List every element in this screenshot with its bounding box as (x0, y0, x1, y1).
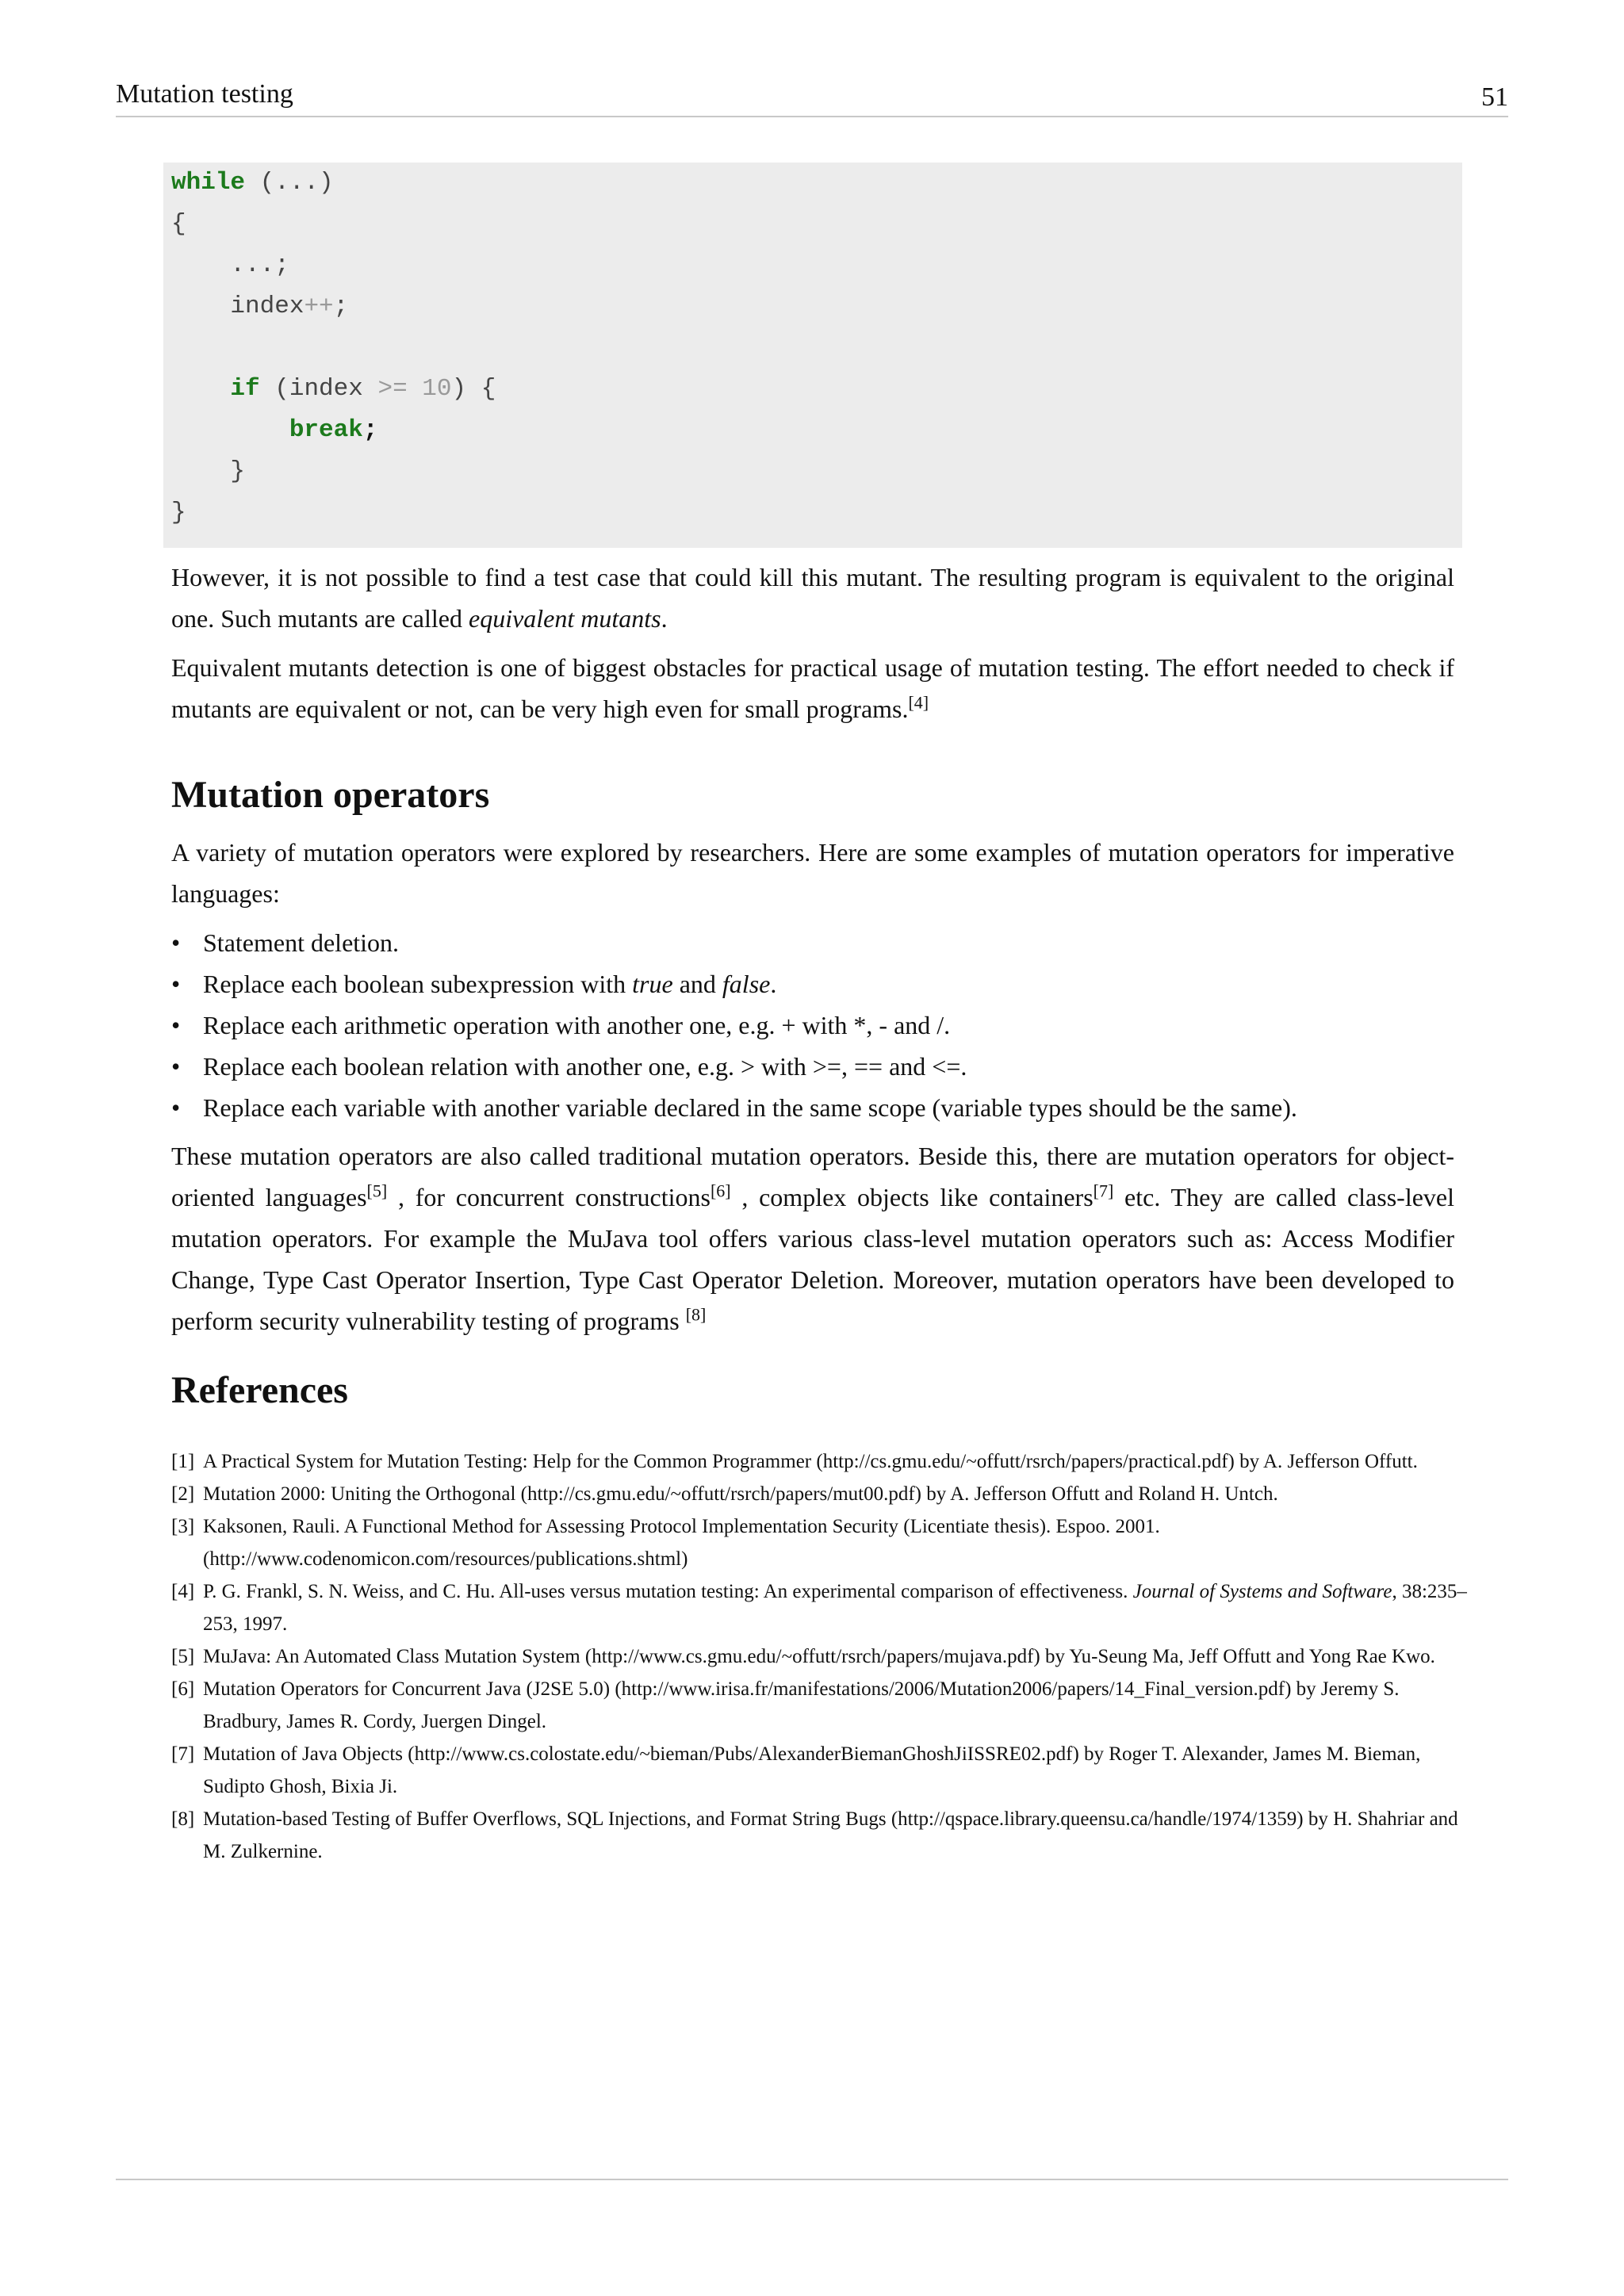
code-line (171, 163, 334, 204)
code-number: 10 (422, 375, 452, 403)
reference-item (171, 1803, 1472, 1868)
code-line (171, 286, 348, 327)
code-text: ) { (451, 375, 496, 403)
reference-text[interactable]: Mutation of Java Objects (http://www.cs.colostate.edu/~bieman/Pubs/AlexanderBiemanGhoshJiISSRE02.pdf) by Roger T. Alexander, James M. Bieman, Sudipto Ghosh, Bixia Ji. (203, 1743, 1421, 1797)
code-text: (index (259, 375, 378, 403)
paragraph-text: These mutation operators are also called traditional mutation operators. Beside this, there are mutation operators for object-oriented languages (171, 1142, 1454, 1211)
reference-item (171, 1673, 1472, 1738)
code-text: ; (362, 416, 378, 444)
reference-item (171, 1445, 1472, 1478)
code-text: ; (333, 293, 349, 320)
references-list (171, 1445, 1472, 1868)
list-item-text: Replace each boolean relation with another one, e.g. > with >=, == and <=. (203, 1052, 967, 1081)
code-line (171, 369, 496, 410)
list-item-text: Replace each arithmetic operation with another one, e.g. + with *, - and /. (203, 1011, 951, 1039)
reference-item (171, 1738, 1472, 1803)
paragraph-text: etc. They are called class-level mutation operators. For example the MuJava tool offers various class-level mutation operators such as: Access Modifier Change, Type Cast Operator Insertion, Type Cast Operator Deletion. Moreover, mutation operators have been developed to perform security vulnerability testing of programs (171, 1183, 1455, 1335)
citation-superscript[interactable]: [7] (1093, 1181, 1114, 1201)
reference-text[interactable]: Mutation Operators for Concurrent Java (J2SE 5.0) (http://www.irisa.fr/manifestations/2006/Mutation2006/papers/14_Final_version.pdf) by Jeremy S. Bradbury, James R. Cordy, Juergen Dingel. (203, 1678, 1400, 1732)
code-text: { (171, 210, 186, 238)
footer-divider (116, 2179, 1508, 2180)
journal-title: Journal of Systems and Software (1132, 1581, 1392, 1602)
list-item (171, 963, 1454, 1004)
list-item-text: . (770, 970, 777, 998)
citation-superscript[interactable]: [6] (710, 1181, 731, 1201)
reference-number: [2] (171, 1483, 195, 1505)
reference-text[interactable]: Kaksonen, Rauli. A Functional Method for Assessing Protocol Implementation Security (Licentiate thesis). Espoo. 2001. (http://www.codenomicon.com/resources/publications.shtml) (203, 1516, 1160, 1570)
code-text (408, 375, 423, 403)
list-item (171, 922, 1454, 963)
bullet-glyph: • (171, 970, 181, 998)
paragraph-text: However, it is not possible to find a test case that could kill this mutant. The resulting program is equivalent to the original one. Such mutants are called (171, 563, 1454, 633)
list-item-text: Replace each variable with another variable declared in the same scope (variable types should be the same). (203, 1093, 1297, 1122)
reference-item (171, 1510, 1472, 1575)
code-line (171, 204, 186, 245)
operators-list (171, 922, 1454, 1128)
reference-number: [4] (171, 1581, 195, 1602)
paragraph (171, 647, 1454, 729)
list-item (171, 1087, 1454, 1128)
citation-superscript[interactable]: [4] (908, 692, 929, 713)
code-line (171, 451, 245, 492)
code-text: ...; (171, 251, 289, 279)
paragraph-text: Equivalent mutants detection is one of biggest obstacles for practical usage of mutation testing. The effort needed to check if mutants are equivalent or not, can be very high even for small programs. (171, 653, 1454, 723)
emphasis: true (632, 970, 673, 998)
paragraph-text: , complex objects like containers (730, 1183, 1094, 1211)
operators-intro (171, 832, 1454, 914)
page-number: 51 (1481, 82, 1508, 112)
running-header-title: Mutation testing (116, 79, 293, 109)
reference-text[interactable]: Mutation 2000: Uniting the Orthogonal (http://cs.gmu.edu/~offutt/rsrch/papers/mut00.pdf) by A. Jefferson Offutt and Roland H. Untch. (203, 1483, 1278, 1505)
reference-text: P. G. Frankl, S. N. Weiss, and C. Hu. All-uses versus mutation testing: An experimental comparison of effectiveness. (203, 1581, 1133, 1602)
reference-text: , 38:235–253, 1997. (203, 1581, 1467, 1635)
code-text (171, 416, 289, 444)
operators-paragraph-block (171, 1135, 1454, 1341)
bullet-glyph: • (171, 928, 181, 957)
code-keyword: break (289, 416, 363, 444)
section-heading: References (171, 1369, 348, 1411)
list-item-text: Replace each boolean subexpression with (203, 970, 633, 998)
list-item (171, 1046, 1454, 1087)
code-text: } (171, 499, 186, 526)
code-keyword: while (171, 169, 246, 197)
code-text: (...) (245, 169, 334, 197)
section-heading: Mutation operators (171, 774, 490, 816)
reference-text[interactable]: Mutation-based Testing of Buffer Overflows, SQL Injections, and Format String Bugs (http://qspace.library.queensu.ca/handle/1974/1359) by H. Shahriar and M. Zulkernine. (203, 1808, 1458, 1862)
code-block (163, 163, 1462, 548)
reference-number: [5] (171, 1646, 195, 1667)
list-item (171, 1004, 1454, 1046)
code-line (171, 410, 377, 451)
equivalent-mutants-section (171, 557, 1454, 729)
bullet-glyph: • (171, 1093, 181, 1122)
code-text: } (171, 457, 246, 485)
list-item-text: and (672, 970, 722, 998)
reference-number: [6] (171, 1678, 195, 1700)
running-header (116, 79, 1508, 117)
emphasis: false (722, 970, 771, 998)
reference-number: [8] (171, 1808, 195, 1830)
code-line (171, 492, 186, 534)
paragraph: A variety of mutation operators were explored by researchers. Here are some examples of mutation operators for imperative languages: (171, 838, 1454, 908)
reference-text[interactable]: A Practical System for Mutation Testing: Help for the Common Programmer (http://cs.gmu.edu/~offutt/rsrch/papers/practical.pdf) by A. Jefferson Offutt. (203, 1451, 1418, 1472)
code-operator: >= (377, 375, 408, 403)
code-operator: ++ (304, 293, 334, 320)
bullet-glyph: • (171, 1052, 181, 1081)
reference-item (171, 1478, 1472, 1510)
reference-item (171, 1575, 1472, 1640)
reference-number: [3] (171, 1516, 195, 1537)
code-keyword: if (230, 375, 260, 403)
paragraph (171, 557, 1454, 639)
bullet-glyph: • (171, 1011, 181, 1039)
reference-number: [1] (171, 1451, 195, 1472)
reference-text[interactable]: MuJava: An Automated Class Mutation System (http://www.cs.gmu.edu/~offutt/rsrch/papers/mujava.pdf) by Yu-Seung Ma, Jeff Offutt and Yong Rae Kwo. (203, 1646, 1435, 1667)
paragraph-text: , for concurrent constructions (387, 1183, 710, 1211)
code-line (171, 245, 289, 286)
list-item-text: Statement deletion. (203, 928, 400, 957)
emphasis: equivalent mutants (468, 604, 661, 633)
reference-item (171, 1640, 1472, 1673)
code-text: index (171, 293, 304, 320)
citation-superscript[interactable]: [5] (366, 1181, 388, 1201)
code-text (171, 375, 230, 403)
citation-superscript[interactable]: [8] (685, 1304, 707, 1325)
reference-number: [7] (171, 1743, 195, 1765)
paragraph (171, 1135, 1454, 1341)
paragraph-text: . (661, 604, 668, 633)
